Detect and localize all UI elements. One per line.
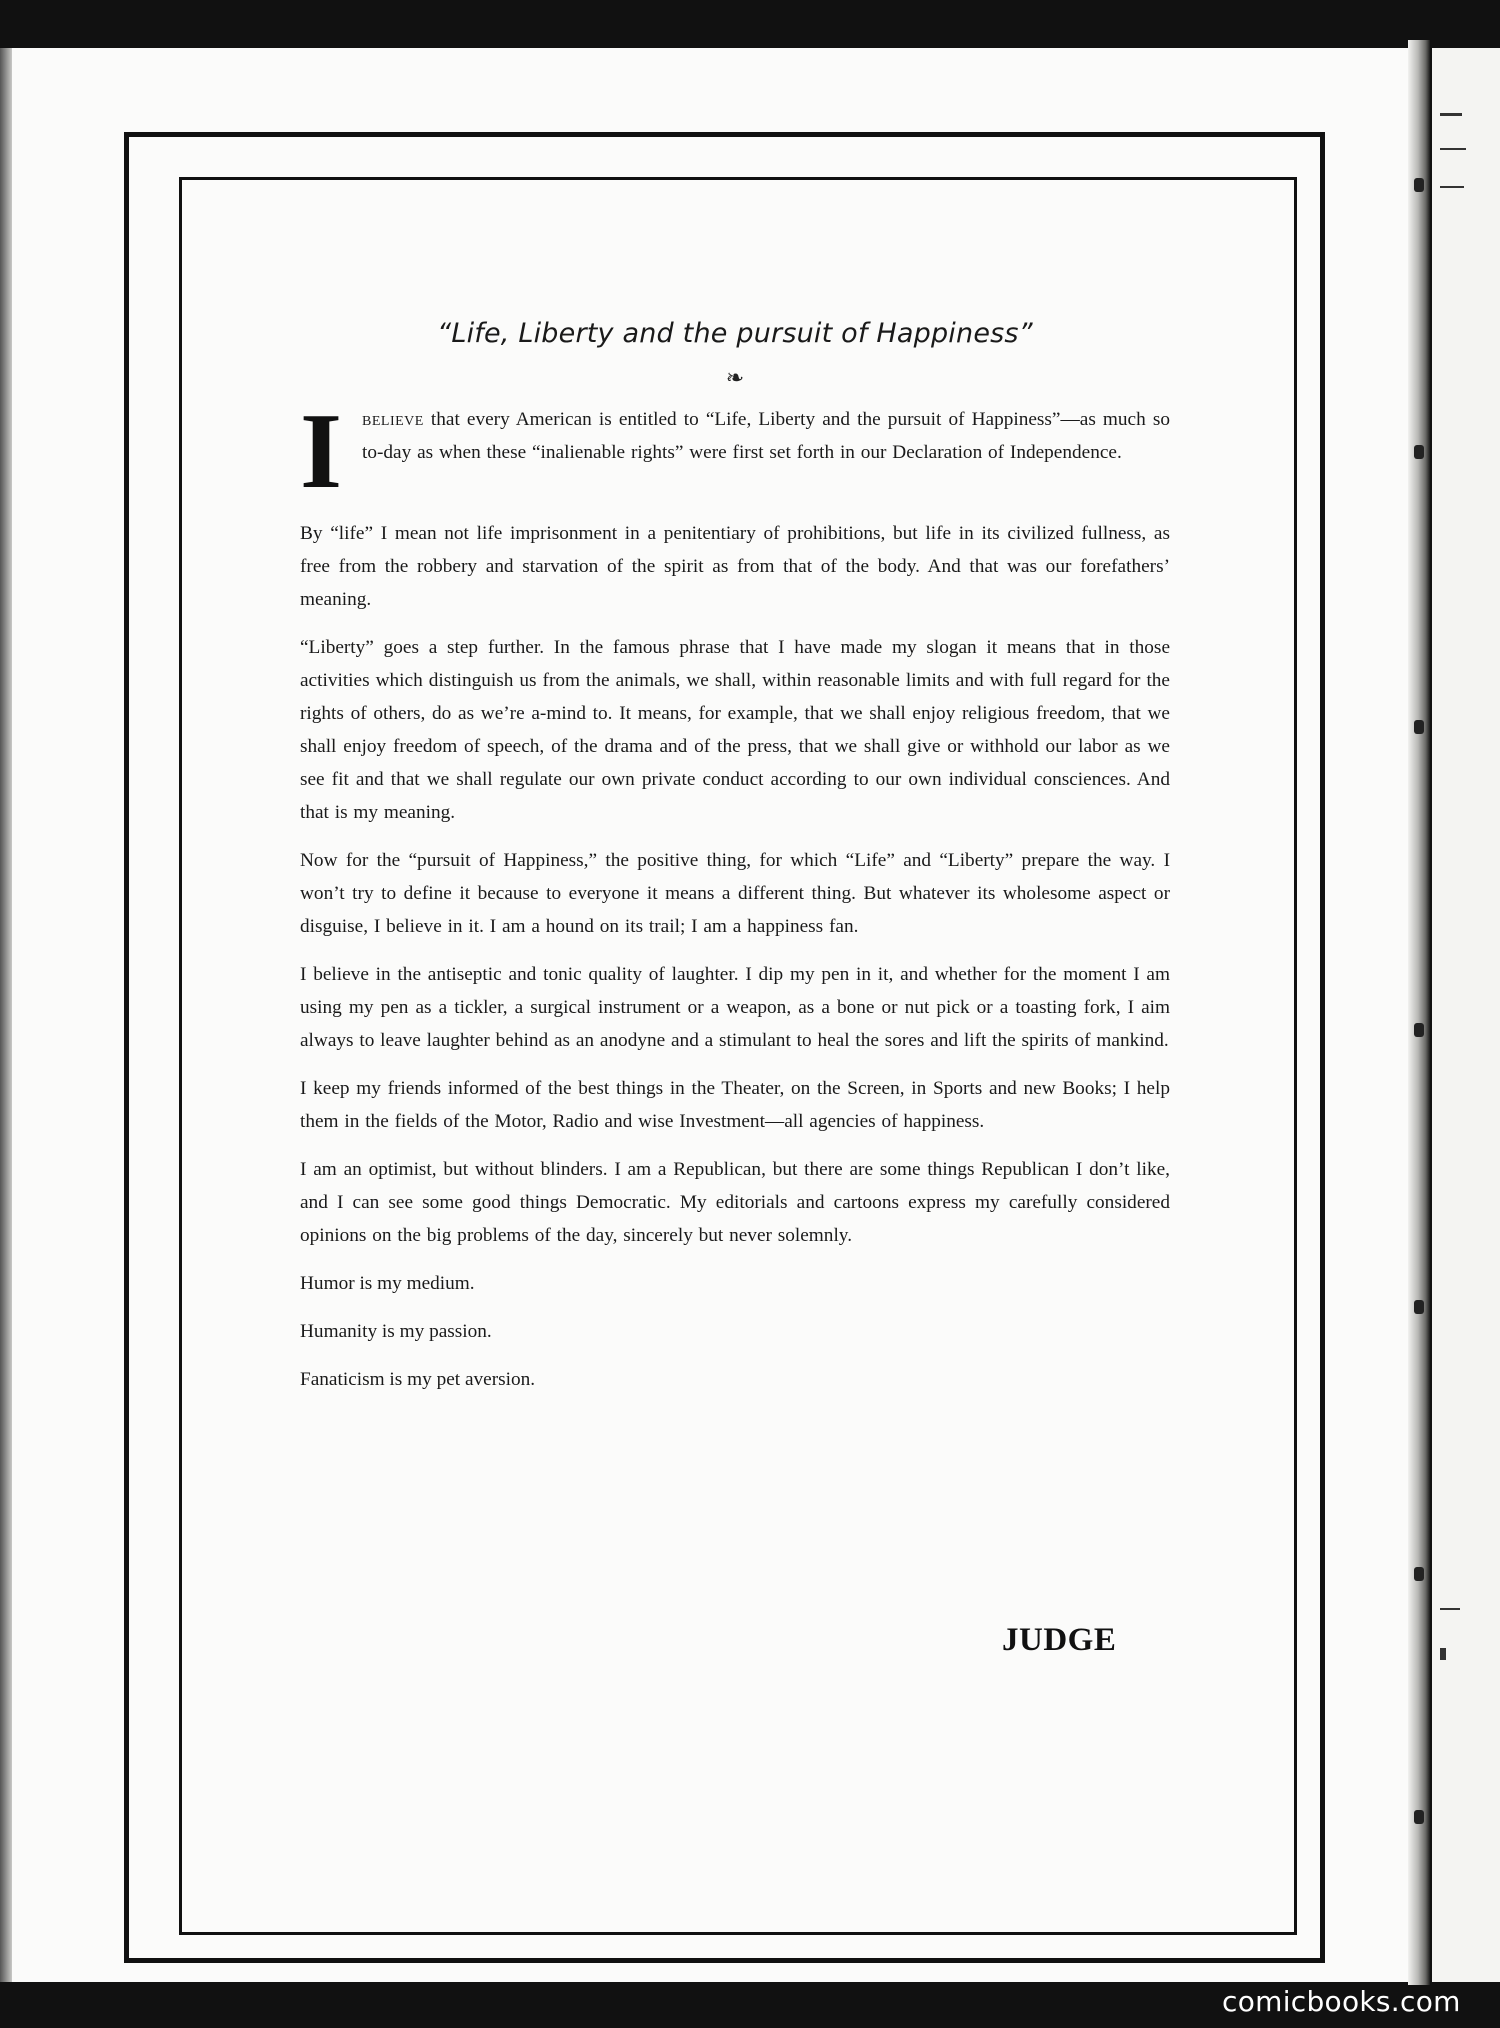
next-page-mark — [1440, 1648, 1446, 1660]
binding-stitch — [1414, 1810, 1424, 1824]
paragraph-optimist: I am an optimist, but without blinders. I am a Republican, but there are some things Republican I don’t like, and I can see some good things Democratic. My editorials and cartoons express my carefully considered opinions on the big problems of the day, sincerely but never solemnly. — [300, 1159, 1170, 1246]
next-page-mark — [1440, 113, 1462, 116]
intro-paragraph — [300, 392, 1170, 511]
paragraph-laughter: I believe in the antiseptic and tonic quality of laughter. I dip my pen in it, and whether for the moment I am using my pen as a tickler, a surgical instrument or a weapon, as a bone or nut pick or a toasting fork, I aim always to leave laughter behind as an anodyne and a stimulant to heal the sores and lift the spirits of mankind. — [300, 964, 1170, 1051]
next-page-mark — [1440, 148, 1466, 150]
page-title: “Life, Liberty and the pursuit of Happiness” — [437, 318, 1033, 349]
binding-stitch — [1414, 445, 1424, 459]
watermark-text: comicbooks.com — [1222, 1985, 1461, 2018]
intro-text: that every American is entitled to “Life, Liberty and the pursuit of Happiness”—as much so to-day as when these “inalienable rights” were first set forth in our Declaration of Independence. — [362, 409, 1170, 463]
binding-stitch — [1414, 1300, 1424, 1314]
signature-judge: JUDGE — [1002, 1622, 1117, 1658]
drop-cap: I — [300, 392, 343, 511]
binding-stitch — [1414, 720, 1424, 734]
paragraph-life: By “life” I mean not life imprisonment in a penitentiary of prohibitions, but life in its civilized fullness, as free from the robbery and starvation of the spirit as from that of the body. And that was our forefathers’ meaning. — [300, 523, 1170, 610]
closing-line: Fanaticism is my pet aversion. — [300, 1369, 536, 1390]
next-page-mark — [1440, 186, 1464, 188]
closing-line: Humanity is my passion. — [300, 1321, 492, 1342]
next-page-mark — [1440, 1608, 1460, 1610]
binding-stitch — [1414, 178, 1424, 192]
next-page-sliver — [1432, 48, 1500, 1982]
closing-line: Humor is my medium. — [300, 1273, 475, 1294]
paragraph-happiness: Now for the “pursuit of Happiness,” the positive thing, for which “Life” and “Liberty” prepare the way. I won’t try to define it because to everyone it means a different thing. But whatever its wholesome aspect or disguise, I believe in it. I am a hound on its trail; I am a happiness fan. — [300, 850, 1170, 937]
paragraph-liberty: “Liberty” goes a step further. In the famous phrase that I have made my slogan it means that in those activities which distinguish us from the animals, we shall, within reasonable limits and with full regard for the rights of others, do as we’re a-mind to. It means, for example, that we shall enjoy religious freedom, that we shall enjoy freedom of speech, of the drama and of the press, that we shall give or withhold our labor as we see fit and that we shall regulate our own private conduct according to our own individual consciences. And that is my meaning. — [300, 637, 1170, 823]
editorial-body — [300, 318, 1170, 1411]
paragraph-friends: I keep my friends informed of the best things in the Theater, on the Screen, in Sports and new Books; I help them in the fields of the Motor, Radio and wise Investment—all agencies of happiness. — [300, 1078, 1170, 1132]
page-left-edge — [0, 48, 12, 1982]
page-binding — [1408, 40, 1430, 1985]
intro-lead-word: believe — [362, 409, 424, 430]
binding-stitch — [1414, 1023, 1424, 1037]
ornament-icon: ❧ — [725, 365, 745, 390]
binding-stitch — [1414, 1567, 1424, 1581]
